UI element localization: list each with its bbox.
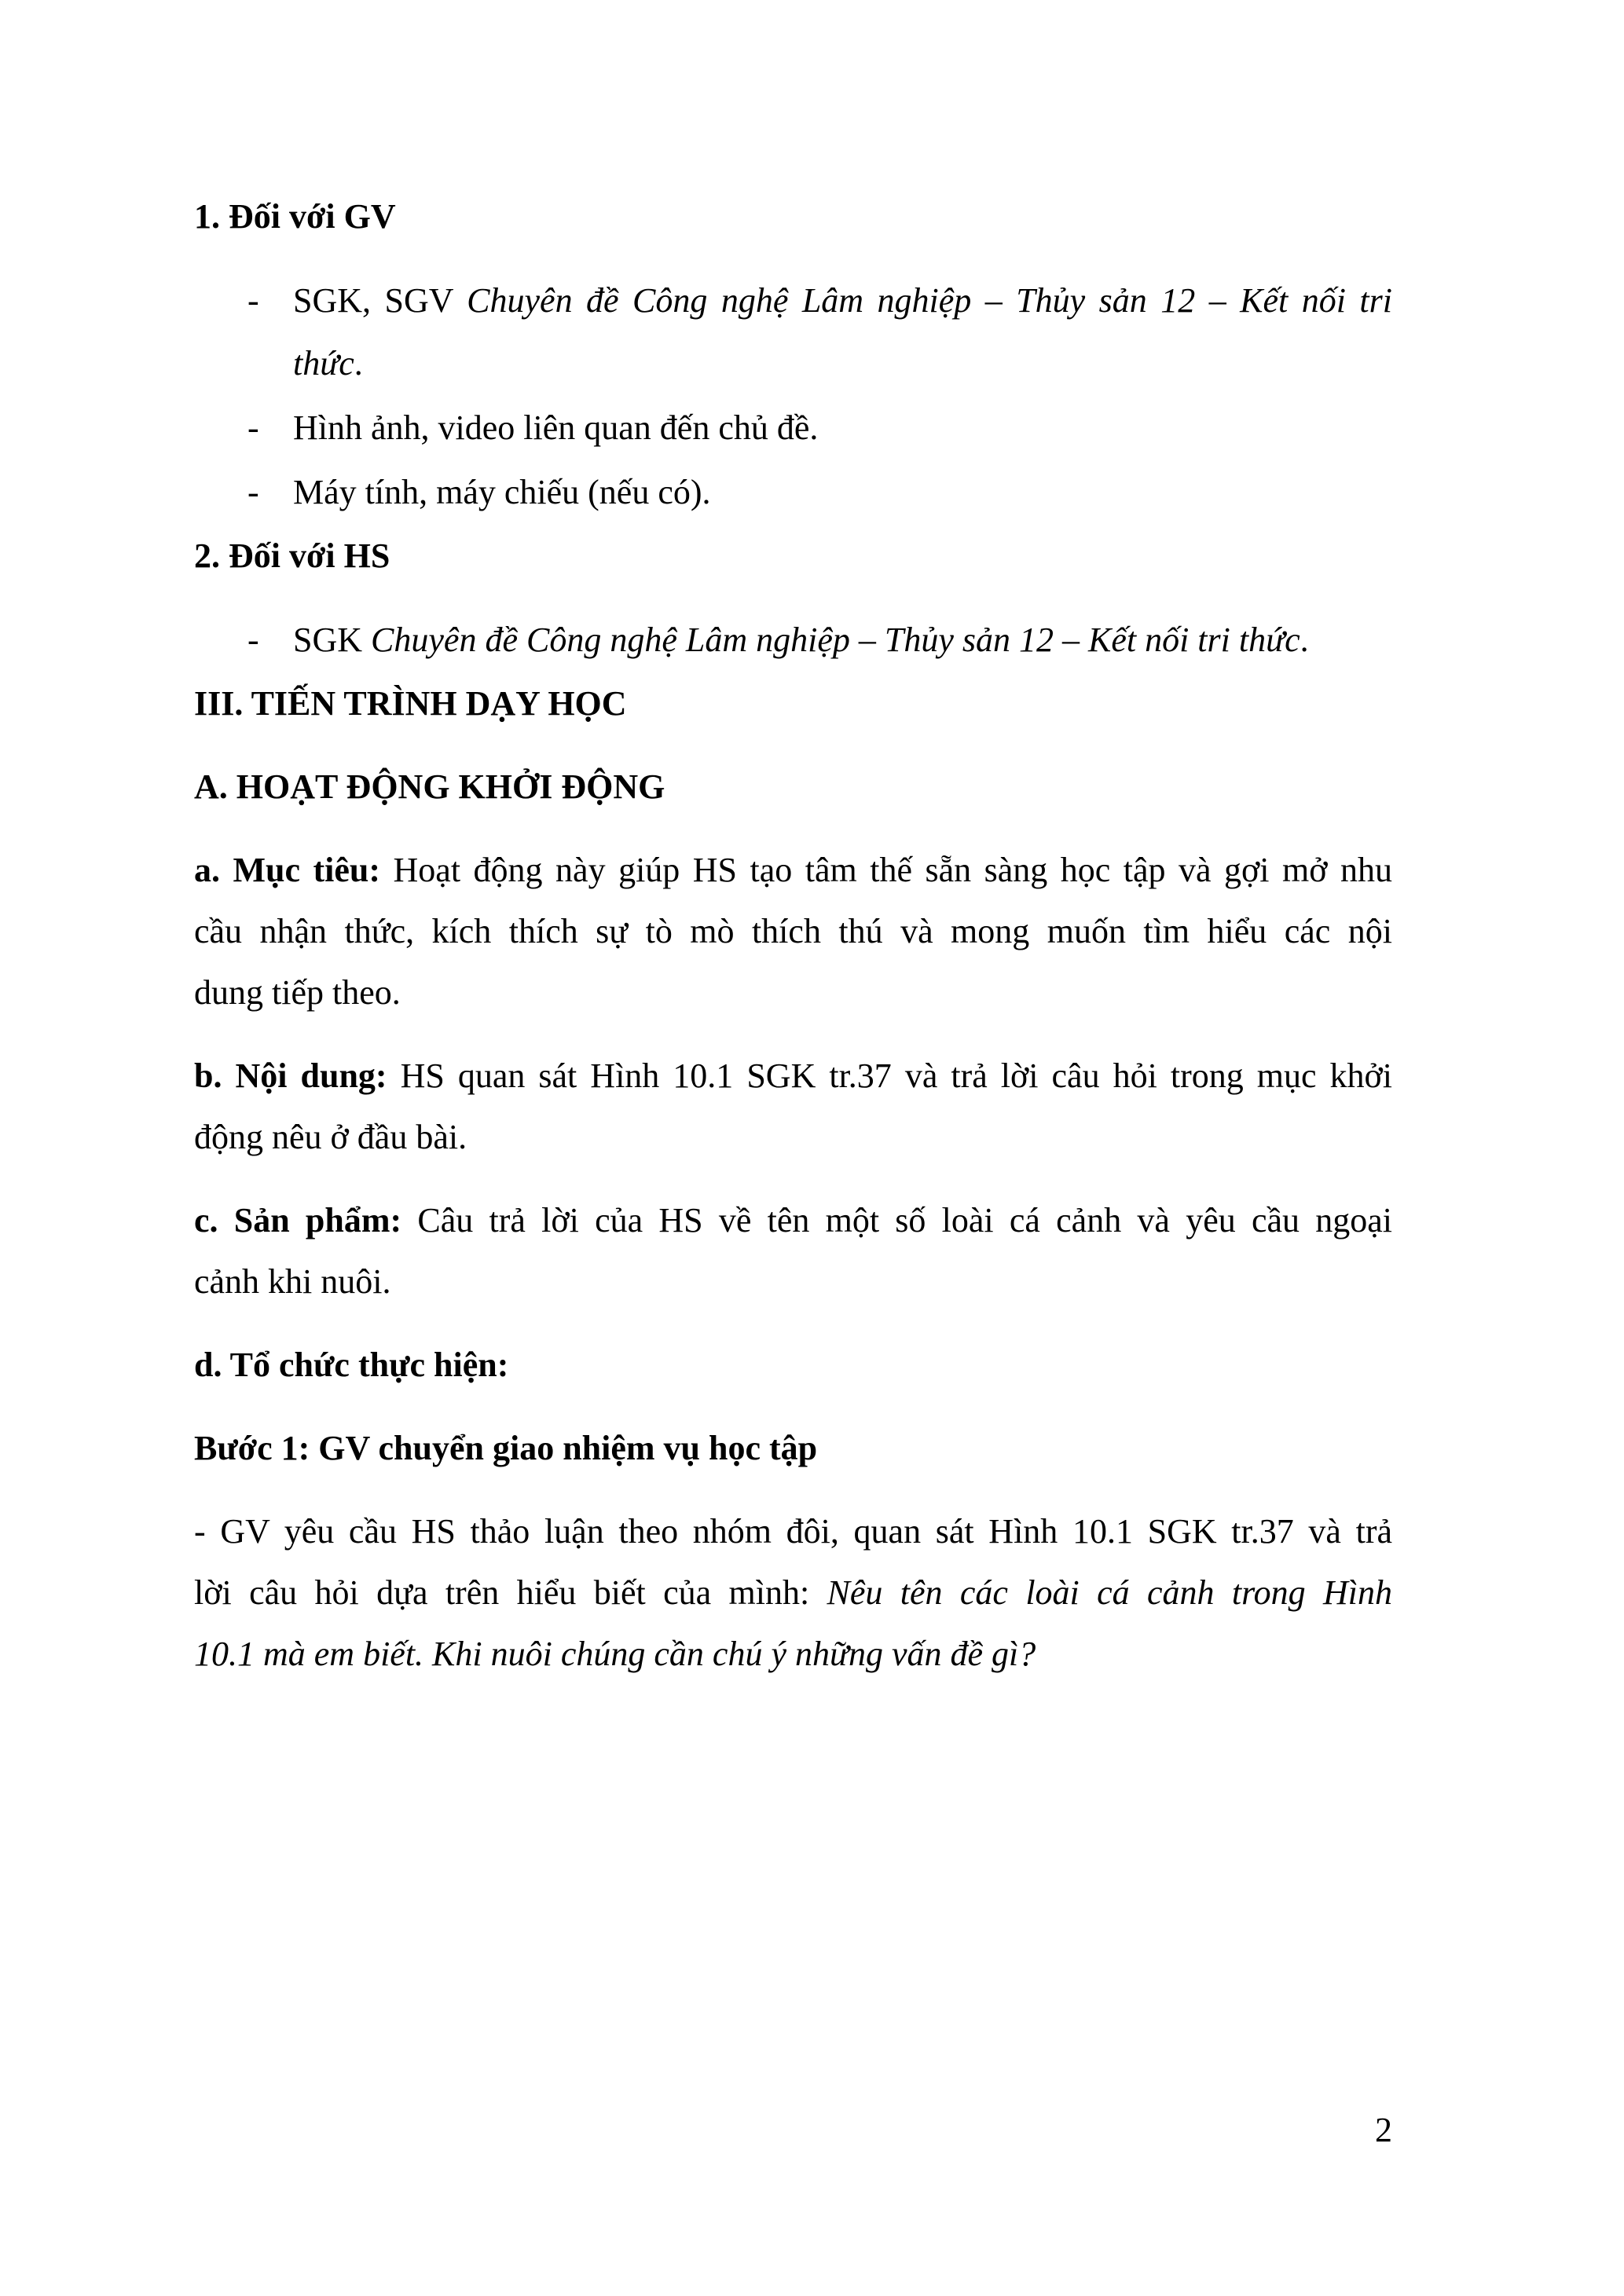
section-heading (194, 756, 1392, 818)
text-run: SGK, SGV (293, 281, 467, 320)
text-line (194, 962, 1392, 1023)
text-line (194, 840, 1392, 901)
text-line (194, 1107, 1392, 1168)
text-run: động nêu ở đầu bài. (194, 1118, 467, 1156)
text-run: cảnh khi nuôi. (194, 1262, 391, 1301)
text-run: a. Mục tiêu: (194, 851, 381, 889)
text-run: - GV yêu cầu HS thảo luận theo nhóm đôi, quan sát Hình 10.1 SGK tr.37 và trả (194, 1512, 1392, 1551)
text-run: Nêu tên các loài cá cảnh trong Hình (827, 1573, 1392, 1612)
bullet-dash: - (247, 473, 259, 511)
text-run: III. TIẾN TRÌNH DẠY HỌC (194, 684, 627, 723)
text-run: Máy tính, máy chiếu (nếu có). (293, 473, 711, 511)
text-run: 1. Đối với GV (194, 197, 396, 236)
bullet-dash: - (247, 621, 259, 659)
text-line (194, 1624, 1392, 1685)
text-line (194, 1045, 1392, 1107)
paragraph (194, 1335, 1392, 1396)
text-run: . (1300, 621, 1309, 659)
paragraph (194, 1045, 1392, 1168)
text-line (293, 332, 1392, 395)
list-item (194, 269, 1392, 395)
text-run: thức (293, 344, 354, 383)
bullet-dash: - (247, 281, 259, 320)
list-item (194, 397, 1392, 460)
text-line (293, 269, 1392, 332)
bullet-dash: - (247, 408, 259, 447)
text-line (194, 1251, 1392, 1313)
text-line (293, 397, 1392, 460)
section-heading (194, 673, 1392, 734)
paragraph (194, 1418, 1392, 1479)
text-run: 10.1 mà em biết. Khi nuôi chúng cần chú ý những vấn đề gì? (194, 1635, 1036, 1673)
page-number: 2 (1375, 2111, 1392, 2149)
text-run: Chuyên đề Công nghệ Lâm nghiệp – Thủy sản 12 – Kết nối tri (467, 281, 1392, 320)
text-run: d. Tổ chức thực hiện: (194, 1346, 509, 1384)
text-run: 2. Đối với HS (194, 536, 390, 575)
text-line (194, 756, 1392, 818)
list-item (194, 609, 1392, 672)
text-run: Hoạt động này giúp HS tạo tâm thế sẵn sàng học tập và gợi mở nhu (380, 851, 1392, 889)
text-run: Câu trả lời của HS về tên một số loài cá cảnh và yêu cầu ngoại (401, 1201, 1392, 1240)
text-run: Bước 1: GV chuyển giao nhiệm vụ học tập (194, 1429, 818, 1467)
text-line (194, 1562, 1392, 1624)
text-run: dung tiếp theo. (194, 973, 401, 1012)
paragraph (194, 1501, 1392, 1685)
text-run: c. Sản phẩm: (194, 1201, 402, 1240)
text-run: Chuyên đề Công nghệ Lâm nghiệp – Thủy sản 12 – Kết nối tri thức (371, 621, 1300, 659)
list-item (194, 461, 1392, 524)
text-line (194, 1501, 1392, 1562)
text-run: Hình ảnh, video liên quan đến chủ đề. (293, 408, 819, 447)
text-run: . (354, 344, 363, 383)
text-run: SGK (293, 621, 372, 659)
paragraph (194, 1190, 1392, 1313)
text-line (194, 901, 1392, 962)
text-line (194, 1418, 1392, 1479)
section-heading (194, 186, 1392, 247)
text-run: cầu nhận thức, kích thích sự tò mò thích thú và mong muốn tìm hiểu các nội (194, 912, 1392, 950)
text-run: HS quan sát Hình 10.1 SGK tr.37 và trả lời câu hỏi trong mục khởi (387, 1056, 1392, 1095)
paragraph (194, 840, 1392, 1023)
text-line (194, 186, 1392, 247)
text-line (194, 673, 1392, 734)
text-run: A. HOẠT ĐỘNG KHỞI ĐỘNG (194, 767, 665, 806)
text-line (293, 461, 1392, 524)
text-run: b. Nội dung: (194, 1056, 387, 1095)
text-line (194, 1190, 1392, 1251)
text-run: lời câu hỏi dựa trên hiểu biết của mình: (194, 1573, 827, 1612)
section-heading (194, 525, 1392, 587)
text-line (194, 525, 1392, 587)
document-body (194, 186, 1392, 1707)
text-line (293, 609, 1392, 672)
text-line (194, 1335, 1392, 1396)
